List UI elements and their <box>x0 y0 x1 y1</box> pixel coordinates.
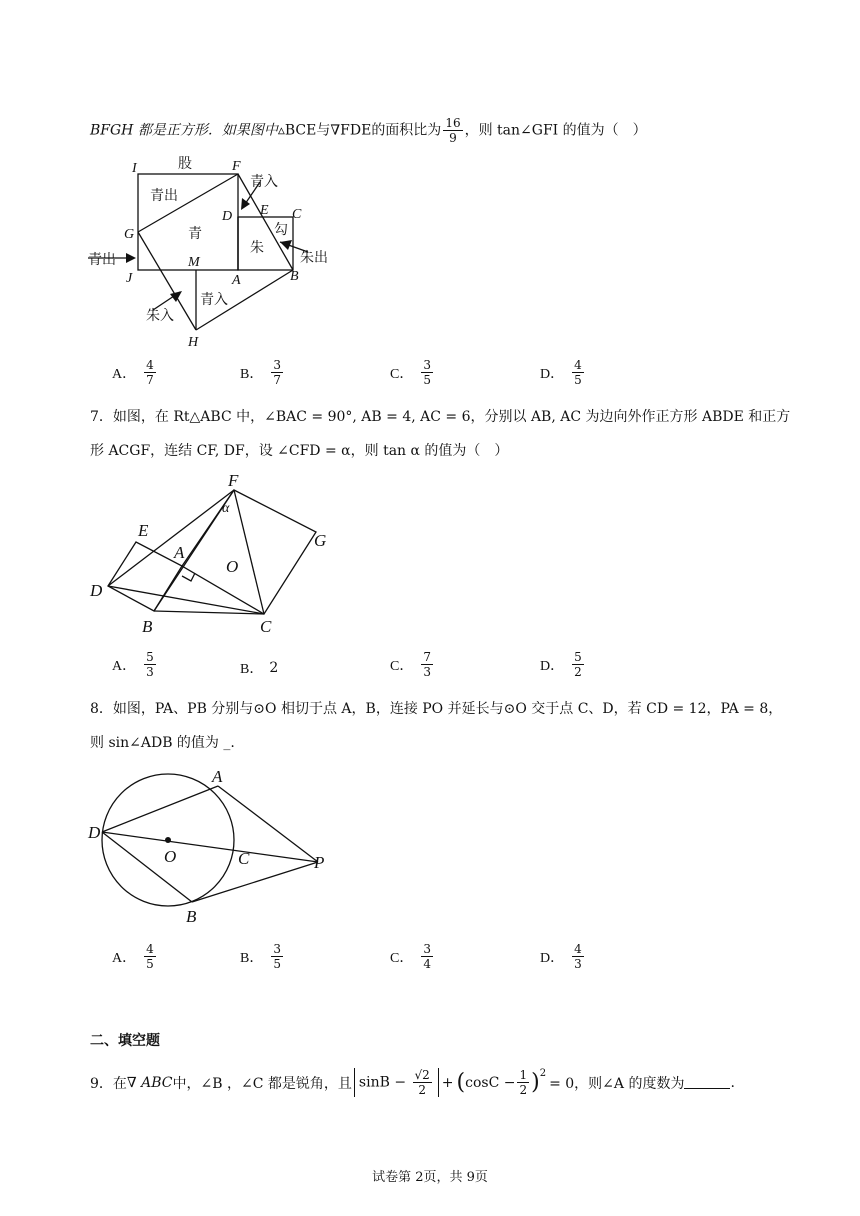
q6-label-A: A <box>232 273 241 288</box>
q6-label-gu: 股 <box>178 157 192 172</box>
q8-label-O: O <box>164 847 177 866</box>
q8-figure <box>86 764 336 928</box>
q6-label-qing: 青 <box>188 227 202 242</box>
q9-prefix: 9．在 <box>90 1075 127 1092</box>
q6-label-C: C <box>292 207 302 222</box>
q8-line1: 8．如图，PA、PB 分别与⊙O 相切于点 A，B，连接 PO 并延长与⊙O 交于点 C、D，若 CD = 12，PA = 8， <box>90 701 783 717</box>
q7-line1: 7．如图，在 Rt△ABC 中，∠BAC = 90°, AB = 4, AC = 6，分别以 AB, AC 为边向外作正方形 ABDE 和正方 <box>90 409 791 425</box>
q6-label-H: H <box>188 335 199 350</box>
q6-option-a[interactable]: A． $\frac{4}{7}$ <box>112 358 154 387</box>
q6-label-qingru-bottom: 青入 <box>200 293 228 308</box>
q9-plus: + <box>441 1074 454 1091</box>
q7-option-b[interactable]: B． 2 <box>240 660 279 677</box>
q6-stem <box>90 116 647 145</box>
q7-option-a[interactable]: A． $\frac{5}{3}$ <box>112 650 154 679</box>
q6-tri2: ∇FDE <box>330 122 372 139</box>
q6-label-qingchu-left: 青出 <box>88 253 116 268</box>
q6-option-c[interactable]: C． $\frac{3}{5}$ <box>390 358 431 387</box>
q6-tail: ，则 tan∠GFI 的值为（ ） <box>464 122 647 139</box>
q6-stem-prefix: BFGH 都是正方形．如果图中 <box>90 122 278 139</box>
q6-label-zhu: 朱 <box>250 241 264 256</box>
q7-label-G: G <box>314 531 327 550</box>
q6-label-zhuru: 朱入 <box>146 309 174 324</box>
q6-label-M: M <box>188 255 200 270</box>
q8-option-c[interactable]: C． $\frac{3}{4}$ <box>390 942 431 971</box>
q8-label-P: P <box>314 853 325 872</box>
q6-label-F: F <box>232 159 241 174</box>
q9-paren-term: ( <box>456 1070 466 1095</box>
q8-label-D: D <box>88 823 101 842</box>
q7-option-c[interactable]: C． $\frac{7}{3}$ <box>390 650 431 679</box>
q7-label-A: A <box>174 543 185 562</box>
q7-label-B: B <box>142 617 153 636</box>
q7-label-C: C <box>260 617 272 636</box>
q9-answer-blank[interactable] <box>684 1076 730 1089</box>
q7-label-alpha: α <box>222 501 230 516</box>
q8-label-C: C <box>238 849 250 868</box>
q6-label-G: G <box>124 227 135 242</box>
q6-conj: 与 <box>316 122 331 139</box>
q6-tri1: ▵BCE <box>277 122 317 139</box>
q7-label-D: D <box>90 581 103 600</box>
q7-option-d[interactable]: D． $\frac{5}{2}$ <box>540 650 582 679</box>
q6-label-D: D <box>222 209 233 224</box>
section-heading: 二、填空题 <box>90 1033 160 1049</box>
q8-option-a[interactable]: A． $\frac{4}{5}$ <box>112 942 154 971</box>
q6-label-zhuchu: 朱出 <box>300 251 328 266</box>
q9-line: 9．在 ∇ ABC 中，∠B ，∠C 都是锐角，且 sinB − $\frac{√2}{2}$ + ( cosC − $\frac{1}{2}$ ) $^2$ = 0，则∠A 的度数为 . <box>90 1068 735 1097</box>
q6-label-I: I <box>132 161 137 176</box>
q9-tri: ∇ ABC <box>126 1074 173 1091</box>
q6-label-gou: 勾 <box>274 223 288 238</box>
q7-figure <box>86 470 346 640</box>
q7-label-E: E <box>138 521 149 540</box>
page-footer: 试卷第 2页，共 9页 <box>372 1170 488 1185</box>
q8-option-d[interactable]: D． $\frac{4}{3}$ <box>540 942 582 971</box>
q8-label-B: B <box>186 907 197 926</box>
q8-option-b[interactable]: B． $\frac{3}{5}$ <box>240 942 281 971</box>
q8-label-A: A <box>212 767 223 786</box>
q6-ratio: $\frac{16}{9}$ <box>445 116 461 145</box>
q6-label-qingru-top: 青入 <box>250 175 278 190</box>
q9-eq: = 0，则∠A 的度数为 <box>549 1075 685 1092</box>
q6-label-E: E <box>260 203 269 218</box>
q6-label-qingchu-top: 青出 <box>150 189 178 204</box>
q6-mid: 的面积比为 <box>371 122 442 139</box>
q6-label-B: B <box>290 269 299 284</box>
q9-mid: 中，∠B ，∠C 都是锐角，且 <box>172 1075 352 1092</box>
q6-label-J: J <box>126 271 133 286</box>
q7-label-O: O <box>226 557 239 576</box>
q8-line2: 则 sin∠ADB 的值为 _. <box>90 735 235 751</box>
q6-option-b[interactable]: B． $\frac{3}{7}$ <box>240 358 281 387</box>
q6-figure <box>88 152 348 352</box>
q9-abs-term: sinB − $\frac{√2}{2}$ <box>354 1068 439 1097</box>
q7-label-F: F <box>228 471 239 490</box>
q7-line2: 形 ACGF，连结 CF, DF，设 ∠CFD = α，则 tan α 的值为（ ） <box>90 443 509 459</box>
q6-option-d[interactable]: D． $\frac{4}{5}$ <box>540 358 582 387</box>
q9-exponent: 2 <box>539 1068 547 1079</box>
